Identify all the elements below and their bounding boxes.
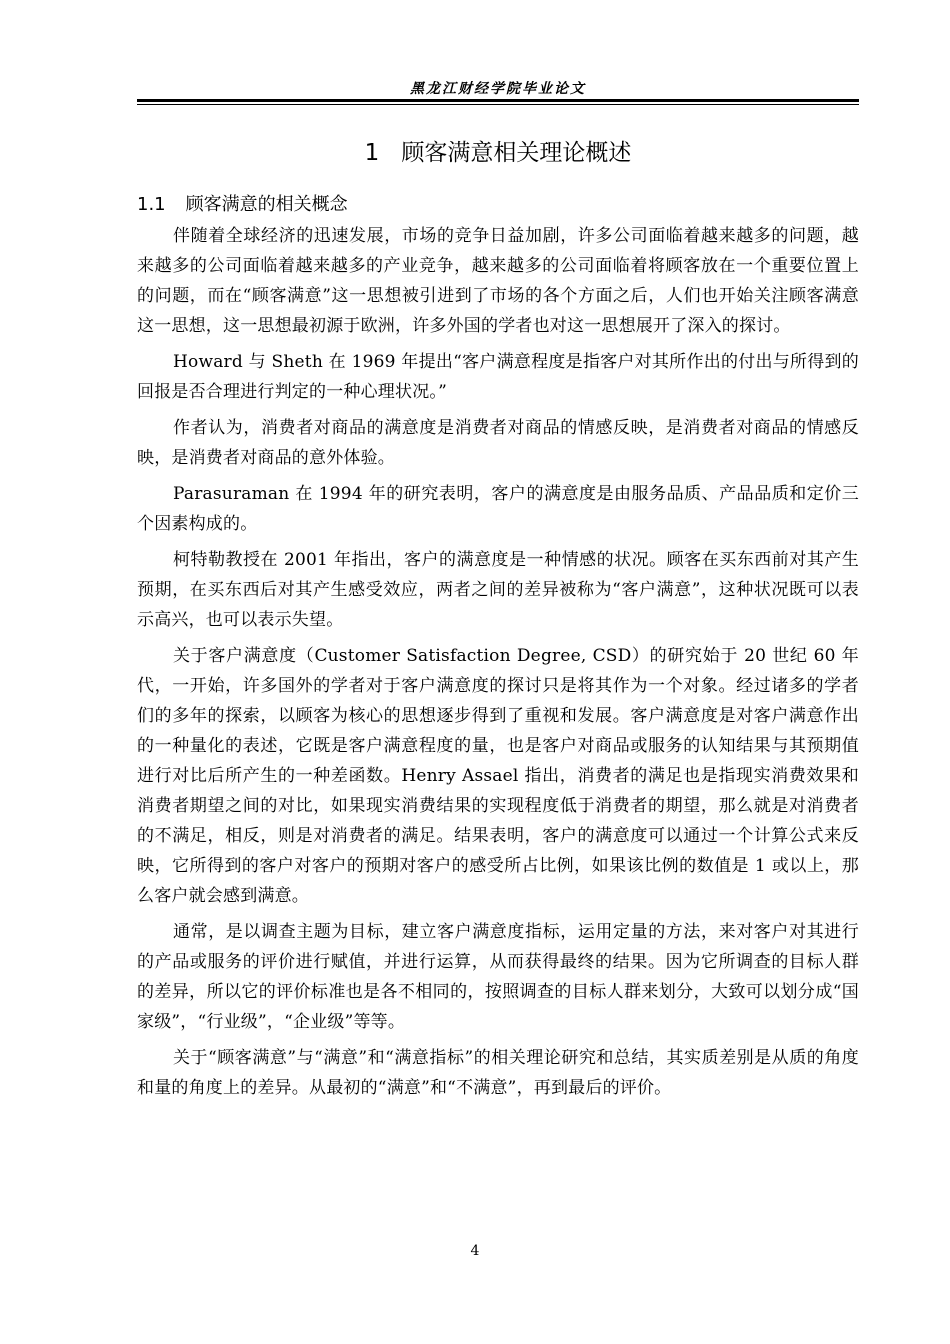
body-text xyxy=(137,221,859,1109)
chapter-title xyxy=(137,134,859,167)
section-number: 1.1 xyxy=(137,194,166,215)
header-rule-thin xyxy=(137,104,859,105)
chapter-number: 1 xyxy=(364,140,380,166)
chapter-title-text: 顾客满意相关理论概述 xyxy=(401,140,632,166)
running-header: 黑龙江财经学院毕业论文 xyxy=(410,81,586,97)
paragraph: 柯特勒教授在 2001 年指出，客户的满意度是一种情感的状况。顾客在买东西前对其产生预期，在买东西后对其产生感受效应，两者之间的差异被称为“客户满意”，这种状况既可以表示高兴，也可以表示失望。 xyxy=(137,550,859,630)
section-title-text: 顾客满意的相关概念 xyxy=(185,194,348,215)
page-number: 4 xyxy=(470,1243,480,1259)
paragraph: 作者认为，消费者对商品的满意度是消费者对商品的情感反映，是消费者对商品的情感反映，是消费者对商品的意外体验。 xyxy=(137,418,859,468)
section-title xyxy=(137,190,348,216)
paragraph: 关于客户满意度（Customer Satisfaction Degree, CSD）的研究始于 20 世纪 60 年代，一开始，许多国外的学者对于客户满意度的探讨只是将其作为一个对象。经过诸多的学者们的多年的探索，以顾客为核心的思想逐步得到了重视和发展。客户满意度是对客户满意作出的一种量化的表述，它既是客户满意程度的量，也是客户对商品或服务的认知结果与其预期值进行对比后所产生的一种差函数。Henry Assael 指出，消费者的满足也是指现实消费效果和消费者期望之间的对比，如果现实消费结果的实现程度低于消费者的期望，那么就是对消费者的不满足，相反，则是对消费者的满足。结果表明，客户的满意度可以通过一个计算公式来反映，它所得到的客户对客户的预期对客户的感受所占比例，如果该比例的数值是 1 或以上，那么客户就会感到满意。 xyxy=(137,646,859,906)
paragraph: 关于“顾客满意”与“满意”和“满意指标”的相关理论研究和总结，其实质差别是从质的角度和量的角度上的差异。从最初的“满意”和“不满意”，再到最后的评价。 xyxy=(137,1048,859,1098)
paragraph: 通常，是以调查主题为目标，建立客户满意度指标，运用定量的方法，来对客户对其进行的产品或服务的评价进行赋值，并进行运算，从而获得最终的结果。因为它所调查的目标人群的差异，所以它的评价标准也是各不相同的，按照调查的目标人群来划分，大致可以划分成“国家级”，“行业级”，“企业级”等等。 xyxy=(137,922,859,1032)
header-rule-thick xyxy=(137,99,859,102)
paragraph: Howard 与 Sheth 在 1969 年提出“客户满意程度是指客户对其所作出的付出与所得到的回报是否合理进行判定的一种心理状况。” xyxy=(137,352,859,402)
paragraph: 伴随着全球经济的迅速发展，市场的竞争日益加剧，许多公司面临着越来越多的问题，越来越多的公司面临着越来越多的产业竞争，越来越多的公司面临着将顾客放在一个重要位置上的问题，而在“顾客满意”这一思想被引进到了市场的各个方面之后，人们也开始关注顾客满意这一思想，这一思想最初源于欧洲，许多外国的学者也对这一思想展开了深入的探讨。 xyxy=(137,226,859,336)
paragraph: Parasuraman 在 1994 年的研究表明，客户的满意度是由服务品质、产品品质和定价三个因素构成的。 xyxy=(137,484,859,534)
